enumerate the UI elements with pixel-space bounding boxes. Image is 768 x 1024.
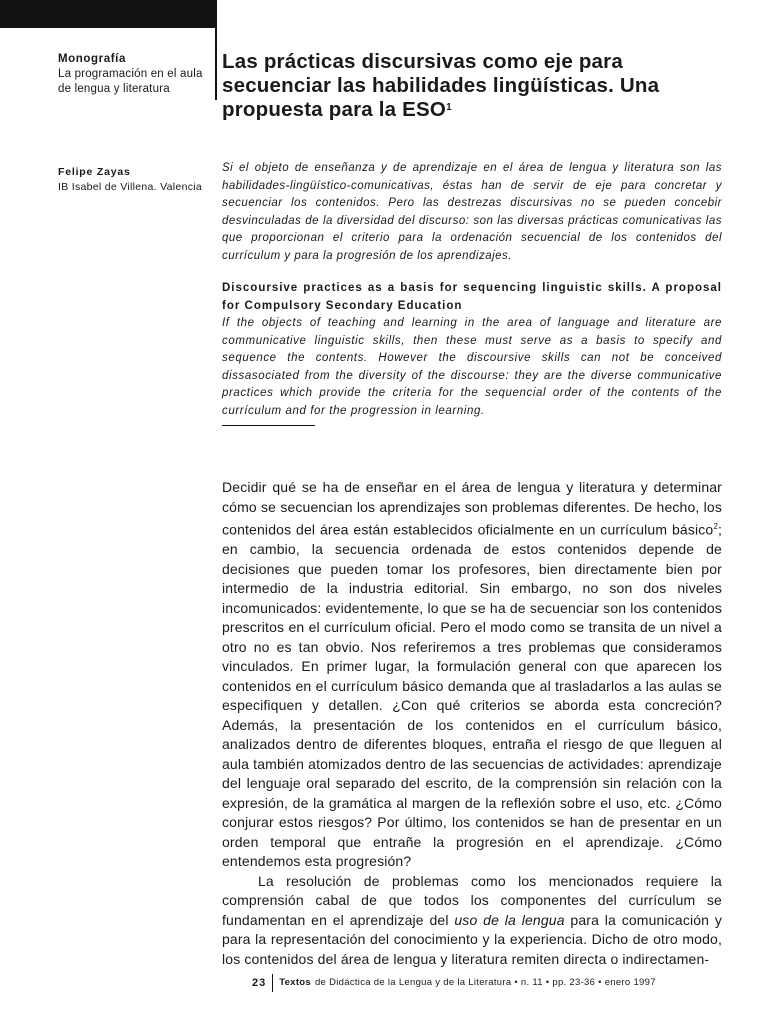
footer-separator [272, 974, 273, 992]
body-p1-text-b: ; en cambio, la secuencia ordenada de estos contenidos depende de decisiones que pueden tomar los profesores, bien directamente bien por intermedio de la industria editorial. Sin embargo, no son dos niveles incomunicados: evidentemente, lo que se ha de secuenciar son los contenidos prescritos en el currículum oficial. Pero el modo como se transita de un nivel a otro no es tan obvio. Nos referiremos a tres problemas que consideramos vinculados. En primer lugar, la formulación general con que aparecen los contenidos en el currículum básico demanda que al trasladarlos a las aulas se especifiquen y detallen. ¿Con qué criterios se aborda esta concreción? Además, la presentación de los contenidos en el currículum básico, analizados dentro de diferentes bloques, entraña el riesgo de que lleguen al aula también atomizados dentro de las secuencias de actividades: aprendizaje del lenguaje oral separado del escrito, de la comprensión sin relación con la expresión, de la gramática al margen de la reflexión sobre el uso, etc. ¿Cómo conjurar estos riesgos? Por último, los contenidos se han de presentar en un orden temporal que entrañe la progresión en el aprendizaje. ¿Cómo entendemos esta progresión? [222, 521, 722, 870]
section-title: La programación en el aula de lengua y literatura [58, 68, 203, 95]
abstract-english: If the objects of teaching and learning in the area of language and literature are communicative linguistic skills, then these must serve as a basis to specify and sequence the contents. However the discoursive skills can not be conceived dissasociated from the diversity of the discourse: they are the diverse communicative practices which provide the criteria for the sequencial order of the contents of the currículum and for the progression in learning. [222, 317, 722, 417]
english-title: Discoursive practices as a basis for sequencing linguistic skills. A proposal for Compulsory Secondary Education [222, 282, 722, 312]
title-footnote-marker[interactable]: 1 [446, 102, 452, 113]
body-paragraph-2 [222, 872, 722, 970]
body-p2-text-a: La resolución de problemas como los mencionados requiere la comprensión cabal de que todos los componentes del currículum se fundamentan en el aprendizaje del [222, 872, 722, 928]
body-p2-text-b: para la comunicación y para la representación del conocimiento y la experiencia. Dicho de otro modo, los contenidos del área de lengua y literatura remiten directa o indirectamen- [222, 911, 722, 967]
abstract-spanish: Si el objeto de enseñanza y de aprendizaje en el área de lengua y literatura son las habilidades-lingüístico-comunicativas, éstas han de servir de eje para concretar y secuenciar los contenidos. Pero las destrezas discursivas no se pueden concebir desvinculadas de la diversidad del discurso: son las diversas prácticas comunicativas las que proporcionan el criterio para la ordenación secuencial de los contenidos del currículum y para la progresión de los aprendizajes. [222, 162, 722, 262]
article-title [222, 50, 722, 122]
page-number: 23 [252, 977, 267, 989]
author-affiliation: IB Isabel de Villena. Valencia [58, 181, 203, 193]
section-info [58, 52, 213, 97]
body-p1-text-a: Decidir qué se ha de enseñar en el área de lengua y literatura y determinar cómo se secuencian los aprendizajes son problemas diferentes. De hecho, los contenidos del área están establecidos oficialmente en un currículum básico [222, 479, 722, 538]
header-black-bar [0, 0, 215, 28]
section-kicker: Monografía [58, 53, 126, 65]
header-vertical-rule [215, 0, 217, 100]
author-name: Felipe Zayas [58, 166, 131, 178]
page-footer [252, 974, 702, 992]
journal-citation: de Didáctica de la Lengua y de la Literatura • n. 11 • pp. 23-36 • enero 1997 [314, 977, 656, 988]
footnote-marker-2[interactable]: 2 [713, 522, 718, 531]
body-p2-emphasis: uso de la lengua [454, 911, 565, 928]
journal-name: Textos [279, 977, 311, 988]
article-title-text: Las prácticas discursivas como eje para secuenciar las habilidades lingüísticas. Una propuesta para la ESO [222, 50, 660, 121]
author-info [58, 165, 213, 195]
body-paragraph-1 [222, 478, 722, 872]
abstract-divider [222, 425, 315, 426]
article-body [222, 478, 722, 969]
